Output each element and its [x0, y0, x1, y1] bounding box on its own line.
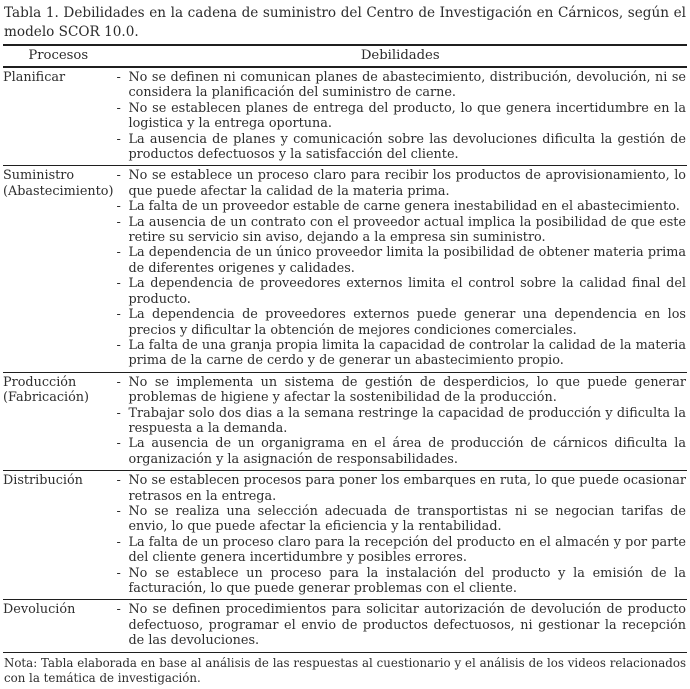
weakness-text: No se implementa un sistema de gestión de desperdicios, lo que puede generar problemas de higiene y afectar la sostenibilidad de la producción. [128, 374, 686, 406]
dash-marker: - [116, 276, 121, 292]
dash-marker: - [116, 602, 121, 618]
weakness-item [113, 215, 687, 246]
weakness-text: La falta de un proveedor estable de carne genera inestabilidad en el abastecimiento. [128, 199, 680, 215]
table-row [3, 600, 687, 652]
weakness-text: No se definen procedimientos para solicitar autorización de devolución de producto defectuoso, programar el envio de productos defectuosos, ni gestionar la recepción de las devoluciones. [128, 602, 686, 649]
column-header-procesos: Procesos [3, 45, 113, 67]
weakness-item [113, 602, 687, 648]
weakness-text: La falta de una granja propia limita la capacidad de controlar la calidad de la materia prima de la carne de cerdo y de generar un abastecimiento propio. [128, 337, 686, 369]
weakness-item [113, 132, 687, 163]
weaknesses-cell [113, 600, 687, 652]
process-cell: Devolución [3, 600, 113, 652]
process-cell: Distribución [3, 471, 113, 600]
dash-marker: - [116, 503, 121, 519]
table-caption: Tabla 1. Debilidades en la cadena de suministro del Centro de Investigación en Cárnicos, según el modelo SCOR 10.0. [4, 5, 686, 40]
weakness-text: La dependencia de proveedores externos limita el control sobre la calidad final del producto. [128, 276, 686, 307]
weakness-text: No se definen ni comunican planes de abastecimiento, distribución, devolución, ni se considera la planificación del suministro de carne. [128, 70, 686, 101]
weakness-item [113, 101, 687, 132]
weakness-text: La dependencia de un único proveedor limita la posibilidad de obtener materia prima de diferentes origenes y calidades. [128, 245, 686, 276]
weakness-text: No se establece un proceso claro para recibir los productos de aprovisionamiento, lo que puede afectar la calidad de la materia prima. [128, 168, 686, 199]
weakness-item [113, 375, 687, 406]
weakness-item [113, 406, 687, 437]
weakness-text: La dependencia de proveedores externos puede generar una dependencia en los precios y dificultar la obtención de mejores condiciones comerciales. [128, 307, 686, 338]
dash-marker: - [116, 70, 121, 85]
dash-marker: - [116, 337, 121, 353]
process-cell: Producción (Fabricación) [3, 372, 113, 470]
dash-marker: - [116, 405, 121, 421]
weakness-item [113, 436, 687, 467]
dash-marker: - [116, 199, 121, 215]
dash-marker: - [116, 473, 121, 489]
weakness-text: Trabajar solo dos dias a la semana restringe la capacidad de producción y dificulta la respuesta a la demanda. [128, 405, 686, 436]
weaknesses-cell [113, 67, 687, 166]
table-row [3, 372, 687, 470]
weaknesses-cell [113, 166, 687, 372]
dash-marker: - [116, 307, 121, 323]
weakness-item [113, 276, 687, 307]
weaknesses-cell [113, 471, 687, 600]
weakness-item [113, 307, 687, 338]
weakness-item [113, 168, 687, 199]
weakness-item [113, 338, 687, 369]
dash-marker: - [116, 100, 121, 116]
dash-marker: - [116, 168, 121, 184]
weakness-text: No se establecen planes de entrega del producto, lo que genera incertidumbre en la logistica y la entrega oportuna. [128, 100, 686, 132]
dash-marker: - [116, 131, 121, 147]
weakness-text: No se establecen procesos para poner los embarques en ruta, lo que puede ocasionar retrasos en la entrega. [128, 473, 686, 504]
weakness-item [113, 199, 687, 214]
weakness-text: No se realiza una selección adecuada de transportistas ni se negocian tarifas de envio, lo que puede afectar la eficiencia y la rentabilidad. [128, 503, 686, 535]
weakness-text: No se establece un proceso para la instalación del producto y la emisión de la facturación, lo que puede generar problemas con el cliente. [128, 565, 686, 596]
weakness-item [113, 566, 687, 597]
dash-marker: - [116, 436, 121, 452]
weakness-item [113, 245, 687, 276]
table-row [3, 166, 687, 372]
weakness-item [113, 535, 687, 566]
header-row [3, 45, 687, 67]
weakness-item [113, 70, 687, 101]
dash-marker: - [116, 565, 121, 581]
dash-marker: - [116, 534, 121, 550]
weakness-text: La falta de un proceso claro para la recepción del producto en el almacén y por parte del cliente genera incertidumbre y posibles errores. [128, 534, 686, 566]
weaknesses-cell [113, 372, 687, 470]
dash-marker: - [116, 214, 121, 230]
table-footnote: Nota: Tabla elaborada en base al análisis de las respuestas al cuestionario y el análisis de los videos relacionados con la temática de investigación. [4, 655, 686, 686]
weakness-text: La ausencia de un organigrama en el área de producción de cárnicos dificulta la organización y la asignación de responsabilidades. [128, 436, 686, 467]
weakness-text: La ausencia de un contrato con el proveedor actual implica la posibilidad de que este retire su servicio sin aviso, dejando a la empresa sin suministro. [128, 214, 686, 246]
process-cell: Planificar [3, 70, 66, 85]
dash-marker: - [116, 374, 121, 390]
table-row [3, 67, 687, 166]
dash-marker: - [116, 245, 121, 261]
table-body [3, 67, 687, 652]
weakness-item [113, 504, 687, 535]
column-header-debilidades: Debilidades [113, 45, 687, 67]
process-cell: Suministro (Abastecimiento) [3, 166, 113, 372]
table-row [3, 471, 687, 600]
weakness-text: La ausencia de planes y comunicación sobre las devoluciones dificulta la gestión de productos defectuosos y la satisfacción del cliente. [128, 131, 686, 163]
weaknesses-table [3, 44, 687, 653]
weakness-item [113, 473, 687, 504]
